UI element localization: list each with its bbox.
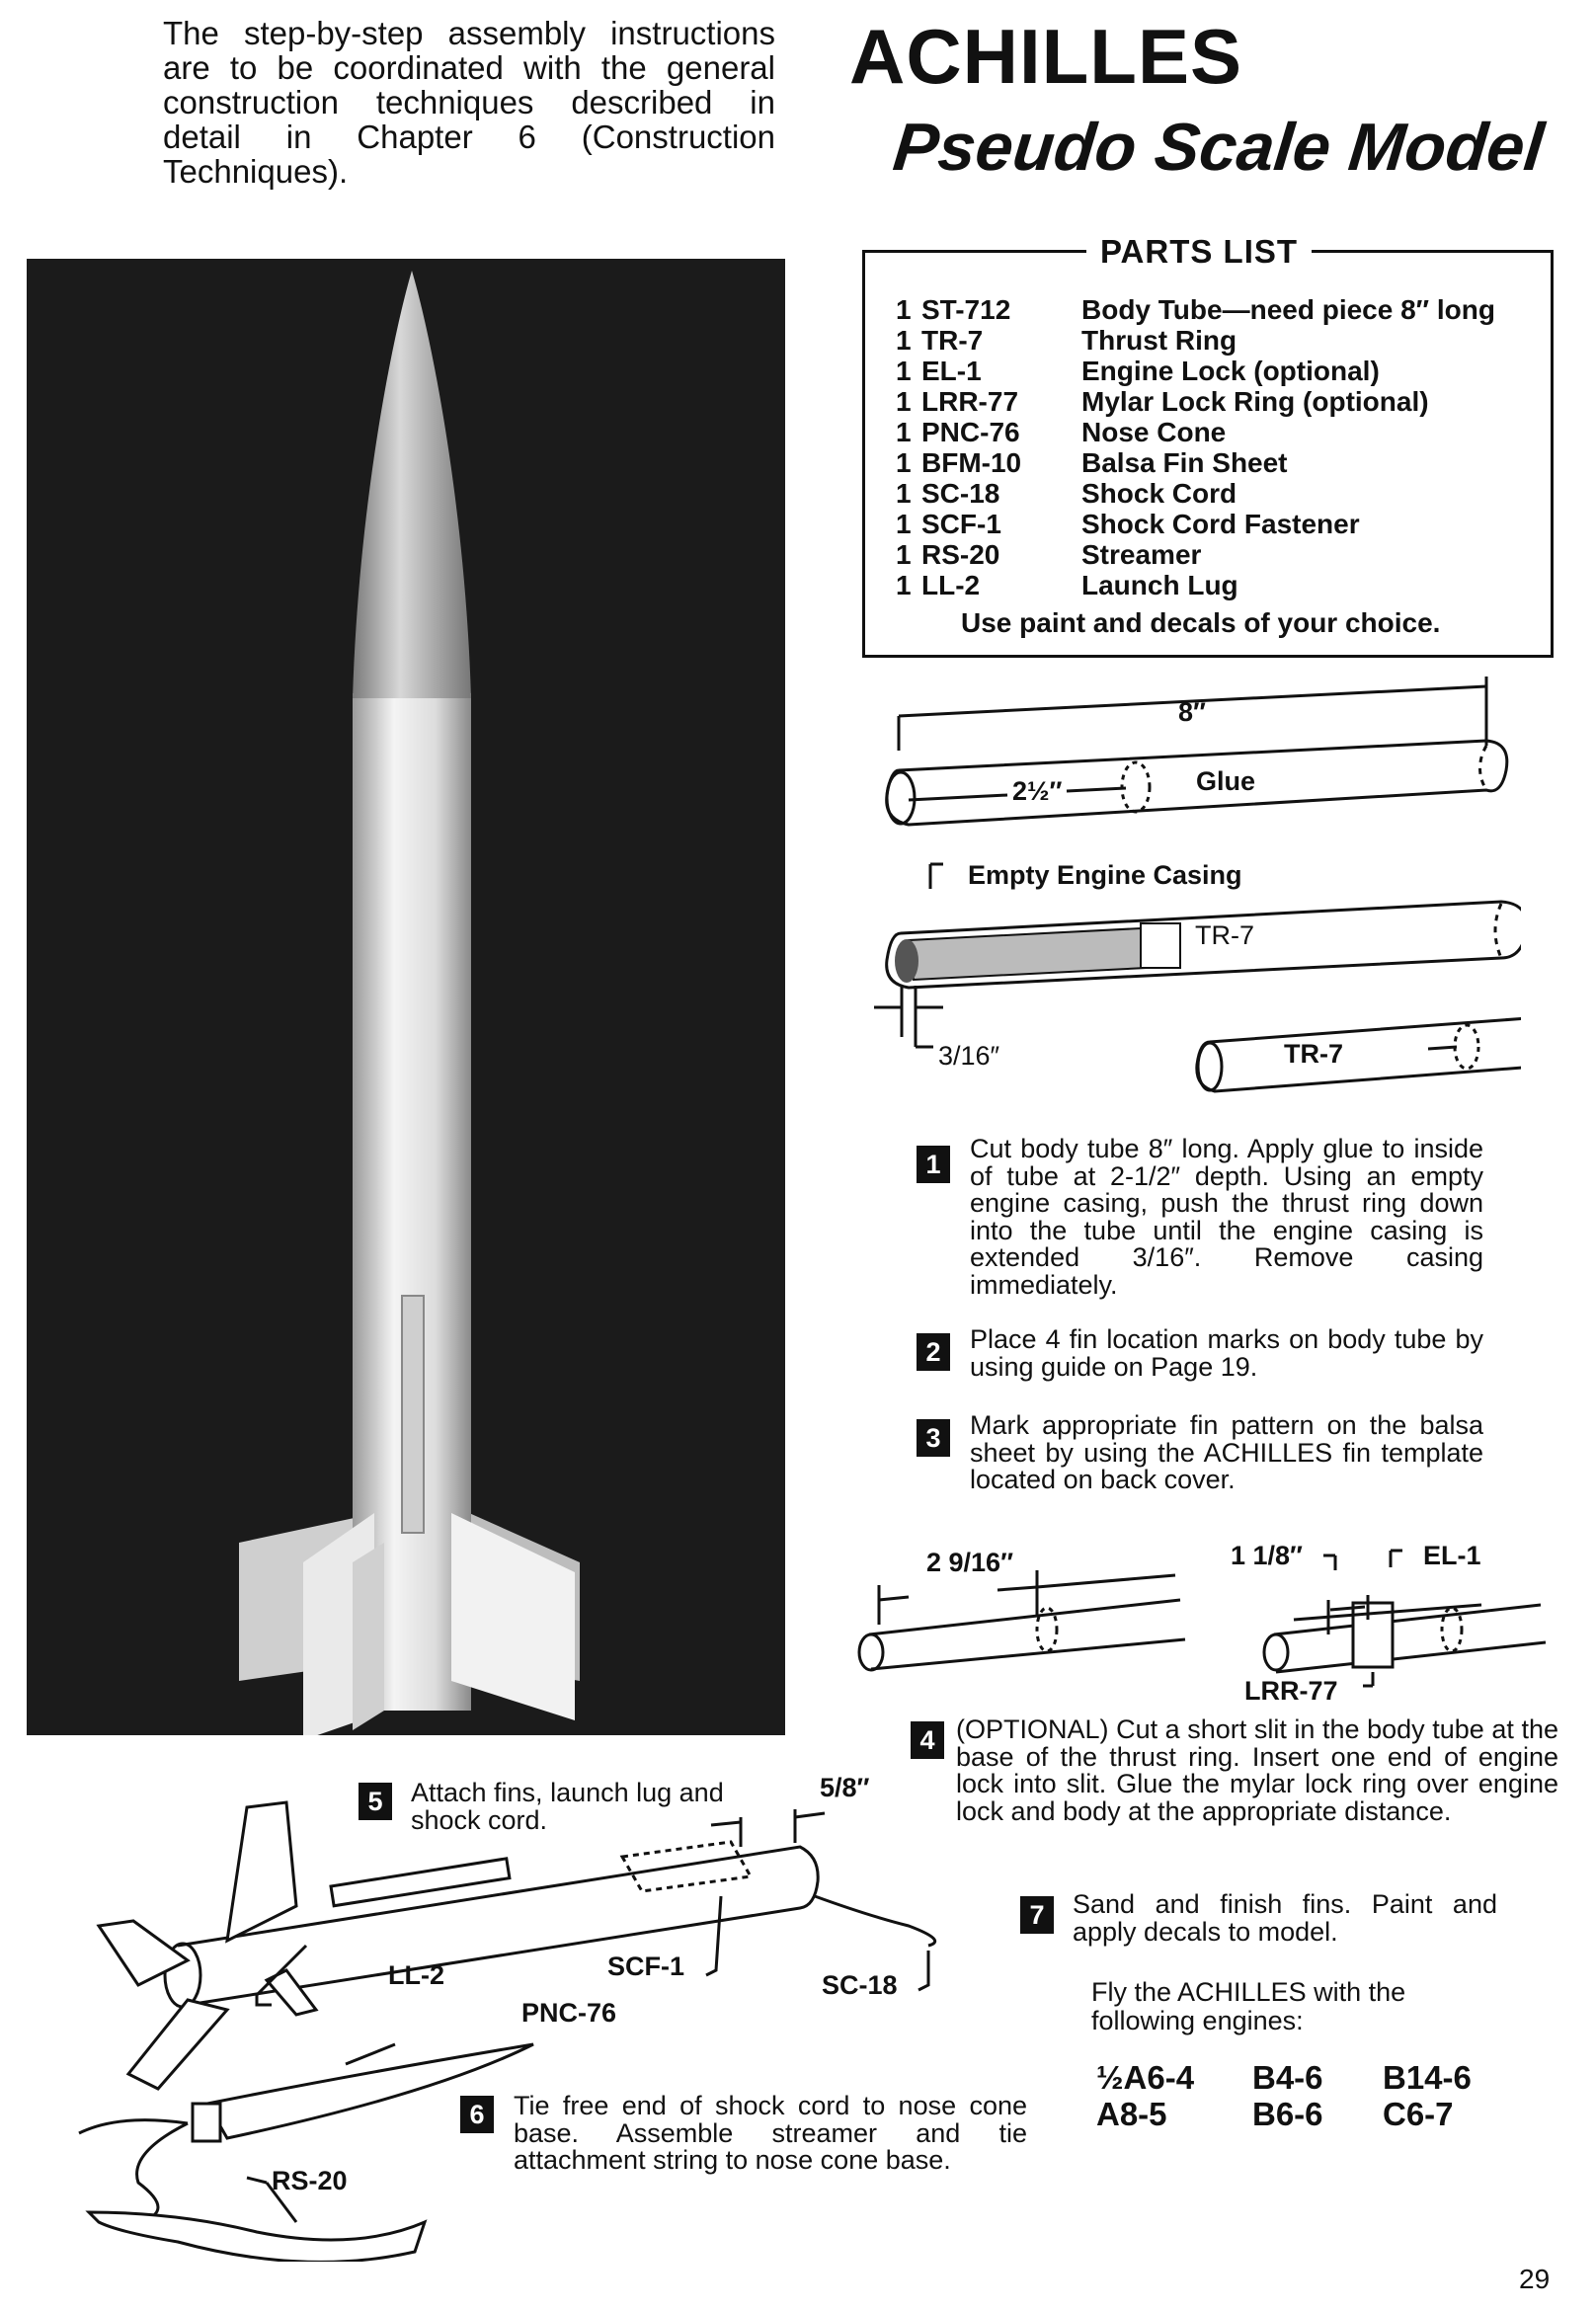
step-number-7: 7 [1020,1896,1054,1934]
step-number-2: 2 [917,1333,950,1371]
part-qty: 1 [896,294,912,325]
step-5-text: Attach fins, launch lug and shock cord. [411,1778,724,1835]
part-desc: Mylar Lock Ring (optional) [1081,386,1429,417]
parts-row [896,294,1495,325]
part-desc: Balsa Fin Sheet [1081,447,1288,478]
step-6-text: Tie free end of shock cord to nose cone base. Assemble streamer and tie attachment string to nose cone base. [514,2091,1027,2175]
dim-5-8-label: 5/8″ [820,1773,870,1802]
page-title: ACHILLES [849,13,1242,100]
parts-row [896,417,1495,447]
empty-engine-casing-label: Empty Engine Casing [968,860,1242,890]
part-qty: 1 [896,417,912,447]
dim-2-9-16-label: 2 9/16″ [926,1548,1014,1577]
page-subtitle: Pseudo Scale Model [890,110,1548,185]
intro-paragraph: The step-by-step assembly instructions are to be coordinated with the general construction techniques described in detail in Chapter 6 (Construction Techniques). [163,15,775,190]
part-qty: 1 [896,570,912,600]
part-desc: Thrust Ring [1081,325,1237,356]
tr7-label-lower: TR-7 [1284,1039,1343,1069]
part-desc: Body Tube—need piece 8″ long [1081,294,1495,325]
parts-list-heading: PARTS LIST [1086,233,1312,271]
parts-row [896,570,1495,600]
part-code: EL-1 [921,356,982,386]
part-code: PNC-76 [921,417,1020,447]
part-desc: Streamer [1081,539,1202,570]
parts-row [896,356,1495,386]
part-code: SCF-1 [921,509,1001,539]
step-number-6: 6 [460,2096,494,2133]
pnc76-label: PNC-76 [521,1998,617,2028]
step-1-text: Cut body tube 8″ long. Apply glue to inside of tube at 2-1/2″ depth. Using an empty engine casing, push the thrust ring down into the tube until the engine casing is extended 3/16″. Remove casing immediately. [970,1134,1483,1300]
part-code: LL-2 [921,570,981,600]
dim-2half-label: 2½″ [1012,776,1063,806]
glue-label: Glue [1196,766,1256,796]
engine-item: B6-6 [1252,2096,1323,2132]
engine-item: C6-7 [1383,2096,1454,2132]
part-code: SC-18 [921,478,1000,509]
parts-row [896,478,1495,509]
sc18-label: SC-18 [822,1970,898,2000]
parts-list-table [896,294,1495,600]
engine-item: B4-6 [1252,2059,1323,2096]
part-qty: 1 [896,539,912,570]
step-7-text: Sand and finish fins. Paint and apply decals to model. [1073,1889,1497,1947]
part-code: LRR-77 [921,386,1019,417]
lrr77-label: LRR-77 [1244,1676,1338,1706]
part-code: BFM-10 [921,447,1022,478]
engine-item: B14-6 [1383,2059,1472,2096]
step-number-1: 1 [917,1146,950,1183]
part-code: ST-712 [921,294,1011,325]
page-number: 29 [1519,2264,1551,2294]
part-qty: 1 [896,356,912,386]
rocket-assembly-diagram [59,1748,968,2262]
part-qty: 1 [896,509,912,539]
ll2-label: LL-2 [388,1960,444,1990]
part-desc: Shock Cord [1081,478,1237,509]
step-3-text: Mark appropriate fin pattern on the balsa sheet by using the ACHILLES fin template located on back cover. [970,1410,1483,1494]
step-4-text: (OPTIONAL) Cut a short slit in the body tube at the base of the thrust ring. Insert one end of engine lock into slit. Glue the mylar lock ring over engine lock and body at the appropriate distance. [956,1714,1558,1826]
dim-8in-label: 8″ [1178,697,1206,727]
el1-label: EL-1 [1423,1541,1481,1570]
parts-row [896,447,1495,478]
part-code: RS-20 [921,539,1000,570]
step-number-4: 4 [911,1721,944,1759]
scf1-label: SCF-1 [607,1952,685,1981]
parts-row [896,539,1495,570]
parts-row [896,386,1495,417]
rocket-photo [27,259,785,1735]
step-2-text: Place 4 fin location marks on body tube by using guide on Page 19. [970,1324,1483,1382]
engine-item: A8-5 [1096,2096,1167,2132]
part-desc: Shock Cord Fastener [1081,509,1360,539]
step-number-5: 5 [359,1783,392,1820]
part-qty: 1 [896,447,912,478]
part-qty: 1 [896,325,912,356]
parts-row [896,509,1495,539]
part-code: TR-7 [921,325,984,356]
parts-list-note: Use paint and decals of your choice. [961,607,1441,638]
engines-intro: Fly the ACHILLES with the following engines: [1091,1977,1406,2035]
part-desc: Nose Cone [1081,417,1227,447]
parts-row [896,325,1495,356]
part-qty: 1 [896,386,912,417]
step-number-3: 3 [917,1419,950,1457]
rocket-photo-drawing [27,259,785,1735]
part-desc: Engine Lock (optional) [1081,356,1380,386]
part-qty: 1 [896,478,912,509]
tr7-label-upper: TR-7 [1195,920,1254,950]
dim-1-1-8-label: 1 1/8″ [1231,1541,1303,1570]
rs20-label: RS-20 [272,2166,348,2195]
dim-3-16-label: 3/16″ [938,1041,1000,1071]
part-desc: Launch Lug [1081,570,1238,600]
engine-item: ½A6-4 [1096,2059,1195,2096]
